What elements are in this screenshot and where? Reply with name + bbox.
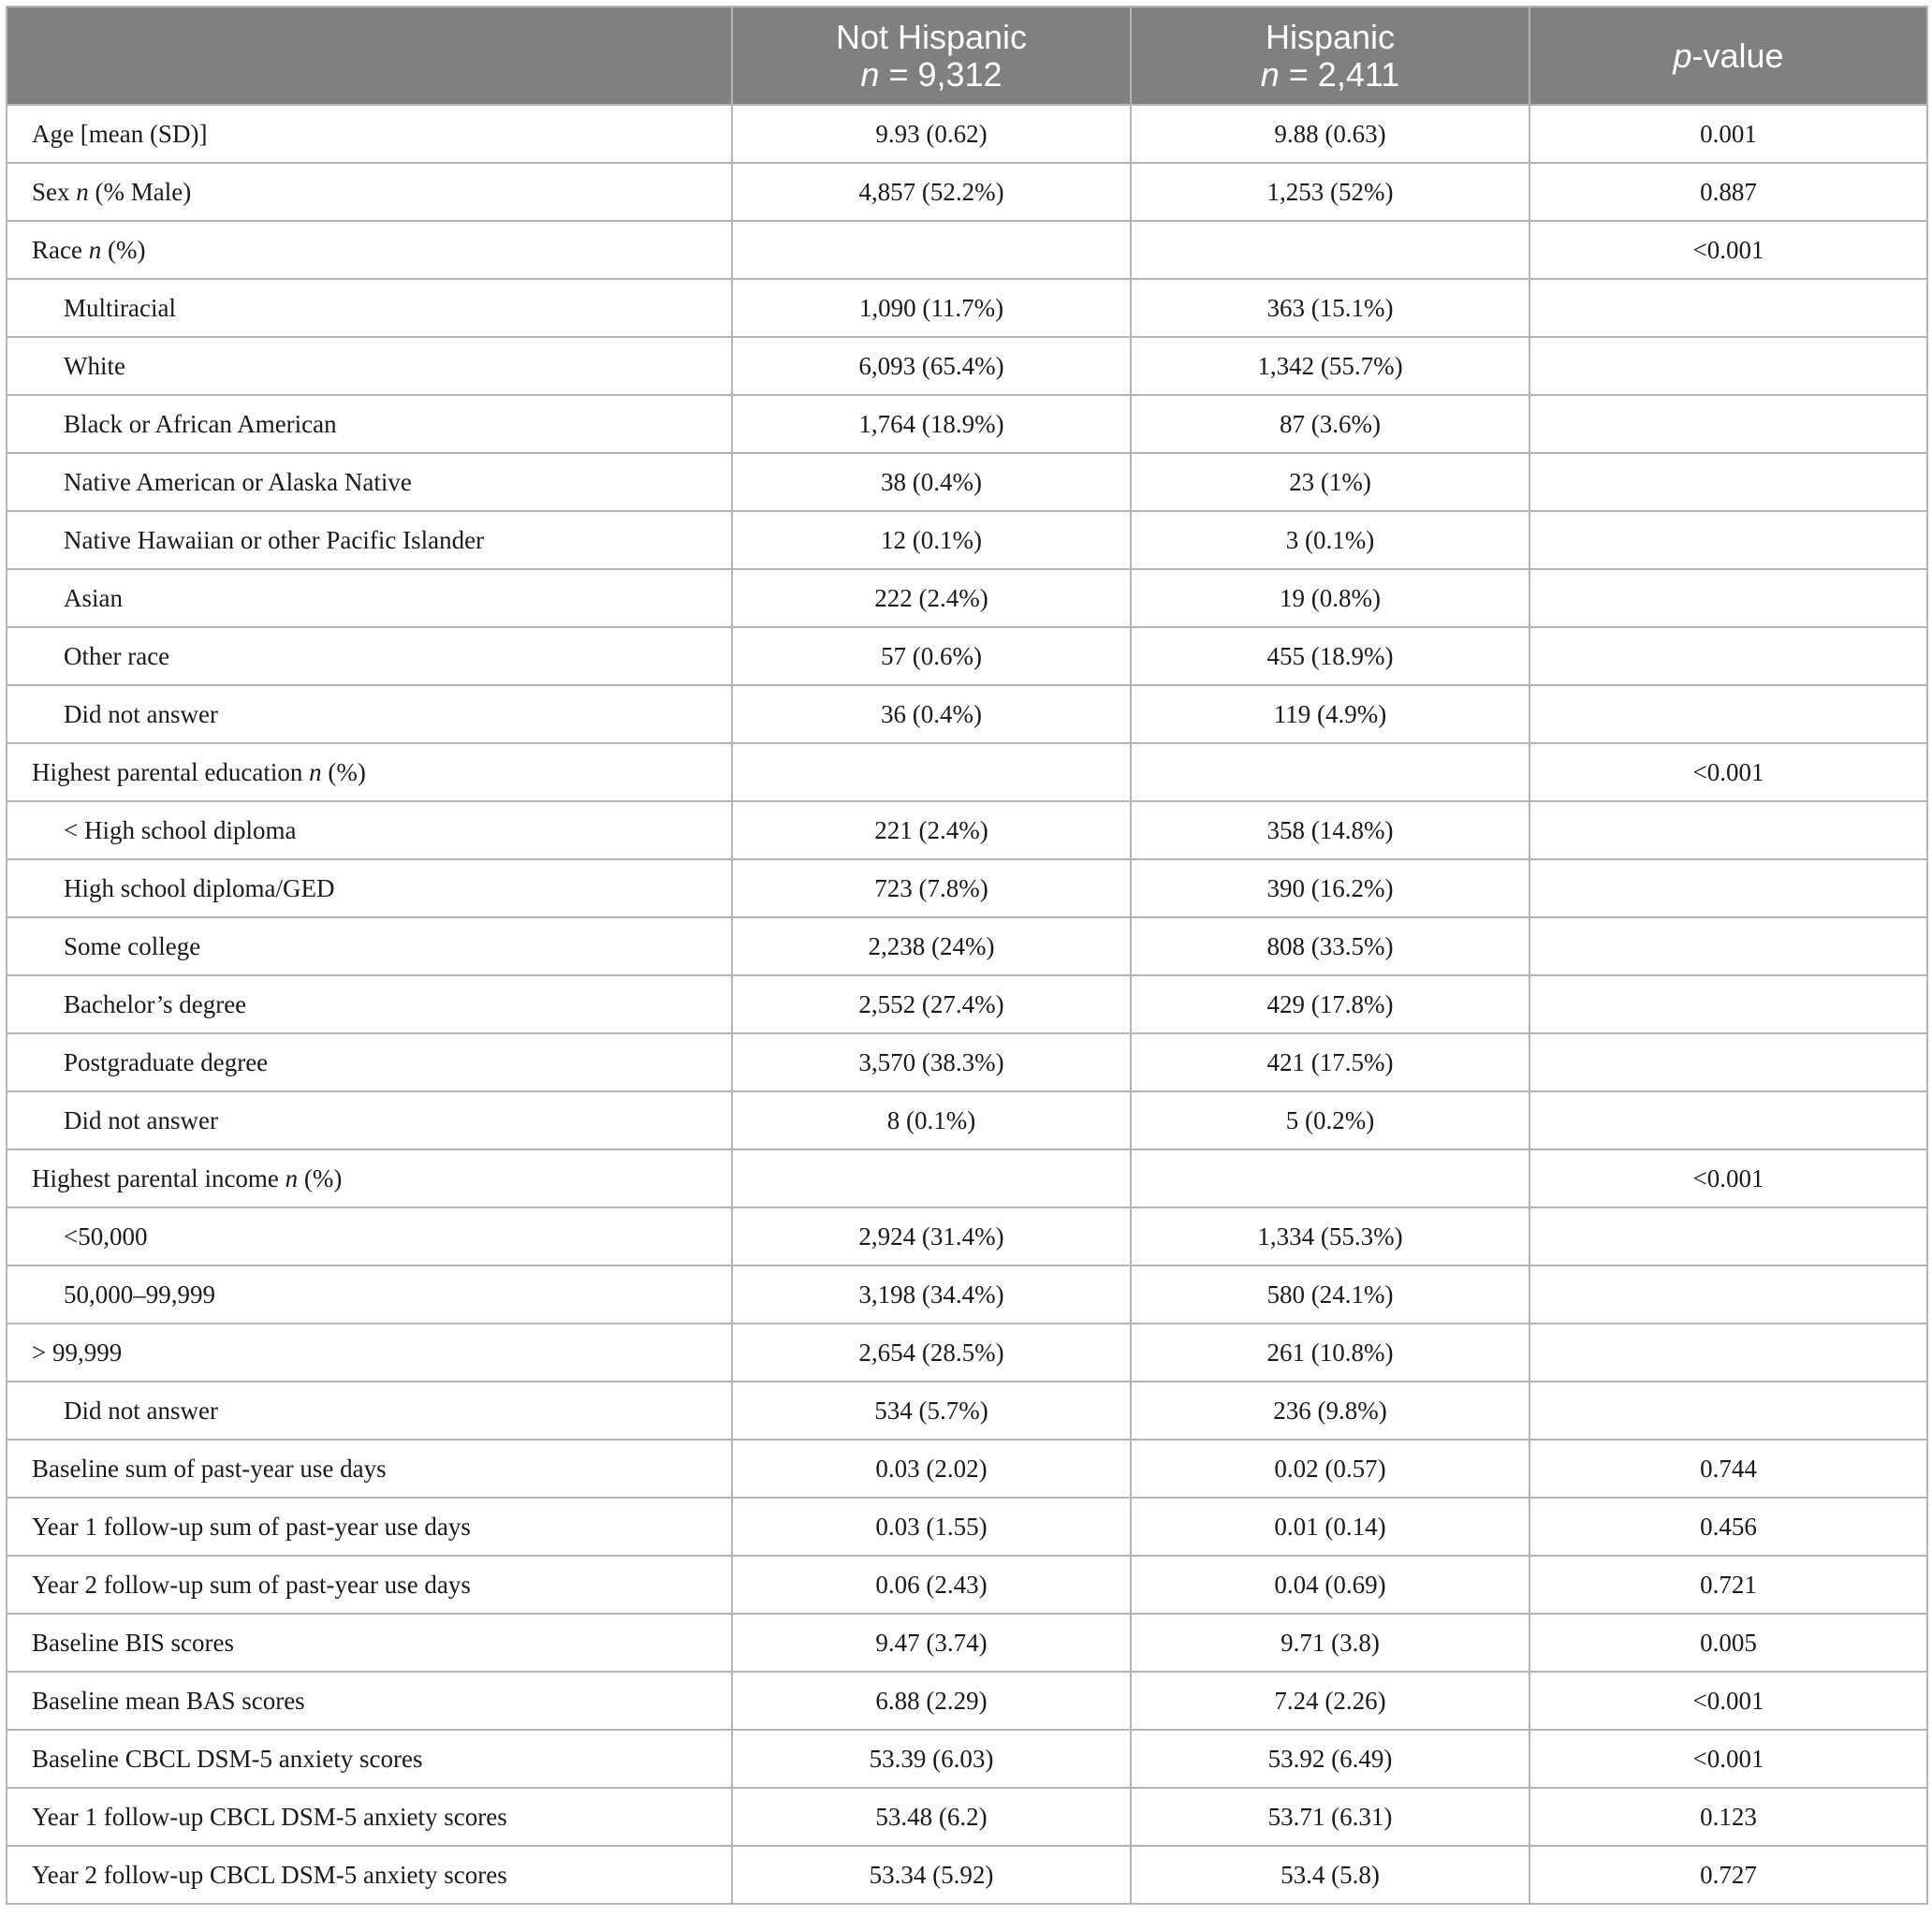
row-label-text: Year 1 follow-up CBCL DSM-5 anxiety scores (32, 1802, 507, 1831)
cell-not-hispanic: 3,198 (34.4%) (732, 1265, 1131, 1324)
row-label (7, 1788, 732, 1846)
cell-not-hispanic: 53.34 (5.92) (732, 1846, 1131, 1904)
row-label (7, 1846, 732, 1904)
cell-not-hispanic: 0.03 (1.55) (732, 1498, 1131, 1556)
table-row (7, 1382, 1927, 1440)
row-label (7, 453, 732, 511)
cell-pvalue (1530, 337, 1927, 395)
table-row (7, 221, 1927, 279)
cell-not-hispanic: 723 (7.8%) (732, 859, 1131, 917)
cell-hispanic: 236 (9.8%) (1131, 1382, 1530, 1440)
table-row (7, 163, 1927, 221)
cell-hispanic: 429 (17.8%) (1131, 975, 1530, 1033)
row-label-italic: n (309, 757, 322, 786)
row-label (7, 221, 732, 279)
row-label-italic: n (76, 177, 89, 206)
demographics-table (6, 6, 1928, 1905)
row-label (7, 1091, 732, 1149)
row-label-text: Race (32, 235, 89, 264)
cell-hispanic: 580 (24.1%) (1131, 1265, 1530, 1324)
cell-pvalue (1530, 801, 1927, 859)
cell-hispanic: 358 (14.8%) (1131, 801, 1530, 859)
cell-hispanic: 363 (15.1%) (1131, 279, 1530, 337)
row-label-text: High school diploma/GED (64, 873, 335, 902)
cell-not-hispanic: 221 (2.4%) (732, 801, 1131, 859)
table-row (7, 685, 1927, 743)
table-row (7, 1149, 1927, 1207)
table-row (7, 1324, 1927, 1382)
table-row (7, 1846, 1927, 1904)
table-row (7, 1207, 1927, 1265)
row-label-text: Native American or Alaska Native (64, 467, 412, 496)
row-label (7, 1149, 732, 1207)
cell-hispanic: 390 (16.2%) (1131, 859, 1530, 917)
row-label-text: Baseline BIS scores (32, 1628, 234, 1657)
cell-not-hispanic: 2,552 (27.4%) (732, 975, 1131, 1033)
header-hispanic (1131, 7, 1530, 105)
row-label (7, 1672, 732, 1730)
cell-pvalue: 0.123 (1530, 1788, 1927, 1846)
cell-pvalue (1530, 1324, 1927, 1382)
cell-pvalue: 0.001 (1530, 105, 1927, 163)
cell-pvalue: <0.001 (1530, 1149, 1927, 1207)
cell-not-hispanic: 53.39 (6.03) (732, 1730, 1131, 1788)
cell-hispanic: 23 (1%) (1131, 453, 1530, 511)
table-row (7, 1440, 1927, 1498)
cell-pvalue (1530, 1382, 1927, 1440)
cell-hispanic: 53.4 (5.8) (1131, 1846, 1530, 1904)
cell-pvalue (1530, 859, 1927, 917)
cell-hispanic: 119 (4.9%) (1131, 685, 1530, 743)
table-row (7, 395, 1927, 453)
table-row (7, 337, 1927, 395)
row-label-italic: n (88, 235, 102, 264)
cell-not-hispanic: 38 (0.4%) (732, 453, 1131, 511)
cell-pvalue: <0.001 (1530, 1672, 1927, 1730)
cell-pvalue (1530, 685, 1927, 743)
cell-not-hispanic: 8 (0.1%) (732, 1091, 1131, 1149)
row-label-text: Highest parental income (32, 1163, 285, 1192)
row-label (7, 511, 732, 569)
cell-pvalue: 0.727 (1530, 1846, 1927, 1904)
cell-not-hispanic: 6,093 (65.4%) (732, 337, 1131, 395)
cell-hispanic: 7.24 (2.26) (1131, 1672, 1530, 1730)
table-row (7, 1265, 1927, 1324)
row-label (7, 1498, 732, 1556)
table-row (7, 1614, 1927, 1672)
table-row (7, 1498, 1927, 1556)
cell-not-hispanic: 12 (0.1%) (732, 511, 1131, 569)
cell-hispanic (1131, 743, 1530, 801)
row-label-text: Native Hawaiian or other Pacific Islander (64, 525, 485, 554)
cell-hispanic: 53.71 (6.31) (1131, 1788, 1530, 1846)
cell-not-hispanic: 3,570 (38.3%) (732, 1033, 1131, 1091)
table-row (7, 511, 1927, 569)
cell-hispanic: 1,334 (55.3%) (1131, 1207, 1530, 1265)
cell-hispanic: 1,253 (52%) (1131, 163, 1530, 221)
table-row (7, 279, 1927, 337)
cell-pvalue (1530, 917, 1927, 975)
row-label-text: Some college (64, 931, 201, 960)
header-not-hispanic (732, 7, 1131, 105)
header-not-hispanic-n-value: = 9,312 (879, 54, 1003, 94)
cell-pvalue: <0.001 (1530, 1730, 1927, 1788)
row-label-suffix: (%) (101, 235, 146, 264)
header-pvalue-p: p (1673, 36, 1692, 75)
header-pvalue (1530, 7, 1927, 105)
row-label-suffix: (%) (298, 1163, 343, 1192)
row-label-text: Baseline sum of past-year use days (32, 1454, 387, 1483)
row-label-text: Sex (32, 177, 77, 206)
cell-hispanic: 808 (33.5%) (1131, 917, 1530, 975)
row-label-text: < High school diploma (64, 815, 297, 844)
cell-pvalue (1530, 453, 1927, 511)
cell-not-hispanic (732, 1149, 1131, 1207)
cell-hispanic: 53.92 (6.49) (1131, 1730, 1530, 1788)
cell-hispanic: 0.02 (0.57) (1131, 1440, 1530, 1498)
row-label (7, 1440, 732, 1498)
header-not-hispanic-n-label: n (860, 54, 880, 94)
header-not-hispanic-title: Not Hispanic (835, 17, 1028, 56)
row-label-text: Baseline CBCL DSM-5 anxiety scores (32, 1744, 423, 1773)
cell-hispanic: 261 (10.8%) (1131, 1324, 1530, 1382)
header-hispanic-n-value: = 2,411 (1279, 54, 1400, 94)
table-row (7, 569, 1927, 627)
cell-not-hispanic (732, 743, 1131, 801)
cell-not-hispanic: 0.06 (2.43) (732, 1556, 1131, 1614)
cell-hispanic: 1,342 (55.7%) (1131, 337, 1530, 395)
row-label (7, 279, 732, 337)
table-row (7, 1091, 1927, 1149)
row-label-text: Did not answer (64, 1105, 218, 1134)
cell-not-hispanic: 2,654 (28.5%) (732, 1324, 1131, 1382)
cell-not-hispanic: 9.93 (0.62) (732, 105, 1131, 163)
row-label-text: <50,000 (64, 1221, 148, 1251)
row-label-text: Multiracial (64, 293, 176, 322)
cell-pvalue (1530, 627, 1927, 685)
row-label (7, 801, 732, 859)
row-label (7, 395, 732, 453)
row-label (7, 1556, 732, 1614)
row-label-text: Year 2 follow-up sum of past-year use days (32, 1570, 471, 1599)
row-label (7, 337, 732, 395)
cell-hispanic: 0.01 (0.14) (1131, 1498, 1530, 1556)
cell-pvalue (1530, 1207, 1927, 1265)
cell-pvalue (1530, 395, 1927, 453)
row-label-text: Year 2 follow-up CBCL DSM-5 anxiety scores (32, 1860, 507, 1889)
cell-pvalue: 0.887 (1530, 163, 1927, 221)
table-row (7, 859, 1927, 917)
table-row (7, 453, 1927, 511)
cell-hispanic: 421 (17.5%) (1131, 1033, 1530, 1091)
cell-pvalue (1530, 279, 1927, 337)
cell-not-hispanic: 2,238 (24%) (732, 917, 1131, 975)
cell-not-hispanic: 2,924 (31.4%) (732, 1207, 1131, 1265)
row-label (7, 569, 732, 627)
cell-not-hispanic: 1,764 (18.9%) (732, 395, 1131, 453)
cell-pvalue (1530, 569, 1927, 627)
header-row (7, 7, 1927, 105)
table-row (7, 743, 1927, 801)
cell-hispanic: 87 (3.6%) (1131, 395, 1530, 453)
row-label (7, 1730, 732, 1788)
cell-pvalue: 0.721 (1530, 1556, 1927, 1614)
table-row (7, 1788, 1927, 1846)
cell-not-hispanic: 53.48 (6.2) (732, 1788, 1131, 1846)
row-label (7, 975, 732, 1033)
row-label-text: Year 1 follow-up sum of past-year use days (32, 1512, 471, 1541)
header-hispanic-title: Hispanic (1265, 17, 1396, 56)
row-label-text: Age [mean (SD)] (32, 119, 208, 148)
table-body (7, 105, 1927, 1904)
table-header (7, 7, 1927, 105)
row-label (7, 105, 732, 163)
cell-hispanic: 5 (0.2%) (1131, 1091, 1530, 1149)
row-label-text: Black or African American (64, 409, 337, 438)
cell-not-hispanic: 6.88 (2.29) (732, 1672, 1131, 1730)
cell-not-hispanic: 36 (0.4%) (732, 685, 1131, 743)
row-label (7, 1265, 732, 1324)
cell-not-hispanic: 1,090 (11.7%) (732, 279, 1131, 337)
row-label-italic: n (285, 1163, 299, 1192)
cell-pvalue (1530, 511, 1927, 569)
row-label (7, 743, 732, 801)
table-row (7, 1033, 1927, 1091)
row-label-text: Did not answer (64, 1396, 218, 1425)
header-not-hispanic-n (733, 56, 1130, 94)
header-hispanic-n (1132, 56, 1529, 94)
cell-hispanic: 0.04 (0.69) (1131, 1556, 1530, 1614)
cell-hispanic (1131, 1149, 1530, 1207)
row-label (7, 163, 732, 221)
row-label (7, 685, 732, 743)
cell-not-hispanic: 4,857 (52.2%) (732, 163, 1131, 221)
cell-hispanic: 455 (18.9%) (1131, 627, 1530, 685)
row-label (7, 627, 732, 685)
table-row (7, 801, 1927, 859)
table-row (7, 975, 1927, 1033)
cell-pvalue (1530, 1091, 1927, 1149)
header-pvalue-rest: -value (1691, 36, 1784, 75)
cell-hispanic: 9.71 (3.8) (1131, 1614, 1530, 1672)
cell-not-hispanic: 222 (2.4%) (732, 569, 1131, 627)
row-label (7, 1207, 732, 1265)
row-label-suffix: (% Male) (88, 177, 192, 206)
cell-hispanic: 9.88 (0.63) (1131, 105, 1530, 163)
cell-hispanic (1131, 221, 1530, 279)
row-label-text: 50,000–99,999 (64, 1280, 215, 1309)
row-label (7, 859, 732, 917)
row-label (7, 1382, 732, 1440)
row-label (7, 917, 732, 975)
table-row (7, 917, 1927, 975)
header-variable (7, 7, 732, 105)
cell-pvalue: 0.744 (1530, 1440, 1927, 1498)
row-label-text: > 99,999 (32, 1338, 123, 1367)
header-hispanic-n-label: n (1260, 54, 1280, 94)
row-label-text: Baseline mean BAS scores (32, 1686, 305, 1715)
row-label (7, 1614, 732, 1672)
cell-pvalue: <0.001 (1530, 743, 1927, 801)
cell-hispanic: 3 (0.1%) (1131, 511, 1530, 569)
cell-not-hispanic: 534 (5.7%) (732, 1382, 1131, 1440)
cell-not-hispanic: 9.47 (3.74) (732, 1614, 1131, 1672)
table-row (7, 1730, 1927, 1788)
cell-not-hispanic: 57 (0.6%) (732, 627, 1131, 685)
row-label-suffix: (%) (321, 757, 366, 786)
cell-pvalue (1530, 1033, 1927, 1091)
table-row (7, 1556, 1927, 1614)
table-row (7, 1672, 1927, 1730)
row-label (7, 1324, 732, 1382)
row-label-text: Postgraduate degree (64, 1047, 269, 1076)
row-label-text: Bachelor’s degree (64, 989, 247, 1018)
table-row (7, 627, 1927, 685)
row-label-text: Highest parental education (32, 757, 310, 786)
cell-pvalue: 0.005 (1530, 1614, 1927, 1672)
row-label-text: Other race (64, 641, 170, 670)
cell-pvalue (1530, 975, 1927, 1033)
row-label-text: Asian (64, 583, 123, 612)
table-row (7, 105, 1927, 163)
row-label-text: Did not answer (64, 699, 218, 728)
row-label (7, 1033, 732, 1091)
cell-hispanic: 19 (0.8%) (1131, 569, 1530, 627)
cell-pvalue: <0.001 (1530, 221, 1927, 279)
cell-pvalue: 0.456 (1530, 1498, 1927, 1556)
row-label-text: White (64, 351, 125, 380)
table-container (6, 6, 1926, 1905)
cell-not-hispanic (732, 221, 1131, 279)
cell-not-hispanic: 0.03 (2.02) (732, 1440, 1131, 1498)
cell-pvalue (1530, 1265, 1927, 1324)
